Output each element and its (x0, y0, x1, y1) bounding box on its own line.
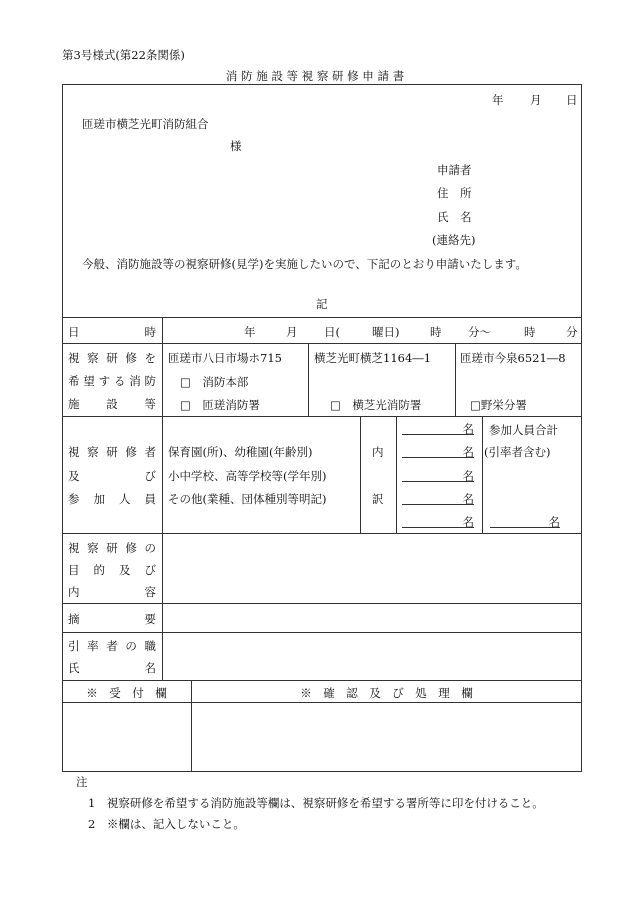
date-year: 年 (492, 93, 504, 107)
row-divider (62, 416, 582, 417)
purpose-input-area[interactable] (163, 534, 581, 602)
count-blank[interactable] (402, 421, 474, 435)
form-number-label: 第3号様式(第22条関係) (62, 48, 185, 62)
request-text: 今般、消防施設等の視察研修(見学)を実施したいので、下記のとおり申請いたします。 (82, 257, 527, 271)
datetime-label-text: 日 時 (68, 325, 156, 339)
participants-label-3 (68, 491, 156, 507)
total-col-divider (482, 416, 483, 533)
row-divider (62, 702, 582, 703)
leader-label-line: 氏 名 (68, 661, 156, 675)
date-day: 日 (566, 93, 578, 107)
count-blank[interactable] (402, 491, 474, 505)
row-divider (62, 343, 582, 344)
count-blank[interactable] (402, 444, 474, 458)
address-label: 住 所 (437, 186, 472, 200)
purpose-label-3 (68, 584, 156, 600)
dt-weekday: 曜日) (372, 325, 400, 339)
participants-label-line: 参 加 人 員 (68, 492, 156, 506)
participants-label-1 (68, 444, 156, 460)
facility-label-line: 施 設 等 (68, 397, 156, 411)
ki-label: 記 (316, 297, 328, 311)
facility-address-2: 横芝光町横芝1164―1 (314, 351, 432, 365)
breakdown-label-uchi: 内 (372, 445, 384, 459)
dt-month: 月 (286, 325, 298, 339)
breakdown-label-wake: 訳 (372, 492, 384, 506)
addressee-honorific: 様 (230, 139, 242, 153)
category-school: 小中学校、高等学校等(学年別) (168, 469, 327, 483)
facility-option-yokoshibahikari[interactable]: □ 横芝光消防署 (330, 398, 422, 412)
count-unit: 名 (462, 422, 474, 436)
count-unit: 名 (462, 469, 474, 483)
dt-hour: 時 (430, 325, 442, 339)
purpose-label-line: 内 容 (68, 585, 156, 599)
summary-label (68, 611, 156, 627)
participants-label-line: 及 び (68, 469, 156, 483)
participants-label-line: 視 察 研 修 者 (68, 445, 156, 459)
note-item: 2 ※欄は、記入しないこと。 (88, 817, 245, 831)
name-label: 氏 名 (437, 210, 472, 224)
facility-label-line: 視 察 研 修 を (68, 351, 156, 365)
purpose-label-1 (68, 540, 156, 556)
count-blank[interactable] (402, 514, 474, 528)
count-unit: 名 (462, 515, 474, 529)
facility-label-2 (68, 373, 156, 389)
facility-col-divider (308, 343, 309, 416)
date-month: 月 (530, 93, 542, 107)
category-other: その他(業種、団体種別等明記) (168, 492, 327, 506)
facility-option-sosa[interactable]: □ 匝瑳消防署 (180, 398, 260, 412)
reception-header: ※ 受 付 欄 (86, 686, 167, 700)
document-title: 消 防 施 設 等 視 察 研 修 申 請 書 (225, 69, 405, 83)
total-label: 参加人員合計 (489, 423, 558, 437)
dt-minute2: 分 (566, 325, 578, 339)
total-unit: 名 (548, 515, 560, 529)
applicant-label: 申請者 (437, 163, 472, 177)
facility-label-1 (68, 350, 156, 366)
total-note: (引率者含む) (484, 445, 551, 459)
dt-hour2: 時 (524, 325, 536, 339)
dt-minute: 分～ (468, 325, 491, 339)
purpose-label-2 (68, 562, 156, 578)
breakdown-col-divider (396, 416, 397, 533)
dt-day: 日( (324, 325, 340, 339)
purpose-label-line: 視 察 研 修 の (68, 541, 156, 555)
category-nursery: 保育園(所)、幼稚園(年齢別) (168, 445, 313, 459)
leader-label-line: 引 率 者 の 職 (68, 639, 156, 653)
facility-address-3: 匝瑳市今泉6521―8 (460, 351, 566, 365)
notes-heading: 注 (76, 775, 88, 789)
row-divider (62, 680, 582, 681)
facility-option-honbu[interactable]: □ 消防本部 (180, 375, 249, 389)
summary-input-area[interactable] (163, 604, 581, 631)
confirmation-header: ※ 確 認 及 び 処 理 欄 (300, 686, 473, 700)
facility-address-1: 匝瑳市八日市場ホ715 (168, 351, 282, 365)
facility-label-line: 希 望 す る 消 防 (68, 374, 156, 388)
leader-label-1 (68, 638, 156, 654)
row-divider (62, 317, 582, 318)
facility-col-divider (455, 343, 456, 416)
contact-label: (連絡先) (432, 233, 476, 247)
note-item: 1 視察研修を希望する消防施設等欄は、視察研修を希望する署所等に印を付けること。 (88, 796, 544, 810)
leader-input-area[interactable] (163, 633, 581, 679)
total-count-blank[interactable] (490, 514, 560, 528)
leader-label-2 (68, 660, 156, 676)
facility-label-3 (68, 396, 156, 412)
summary-label-text: 摘 要 (68, 612, 156, 626)
participants-label-2 (68, 468, 156, 484)
addressee: 匝瑳市横芝光町消防組合 (82, 117, 209, 131)
facility-option-nosaka[interactable]: □野栄分署 (470, 398, 527, 412)
datetime-label (68, 324, 156, 340)
count-unit: 名 (462, 445, 474, 459)
dt-year: 年 (244, 325, 256, 339)
count-unit: 名 (462, 492, 474, 506)
count-blank[interactable] (402, 468, 474, 482)
purpose-label-line: 目 的 及 び (68, 563, 156, 577)
category-col-divider (360, 416, 361, 533)
